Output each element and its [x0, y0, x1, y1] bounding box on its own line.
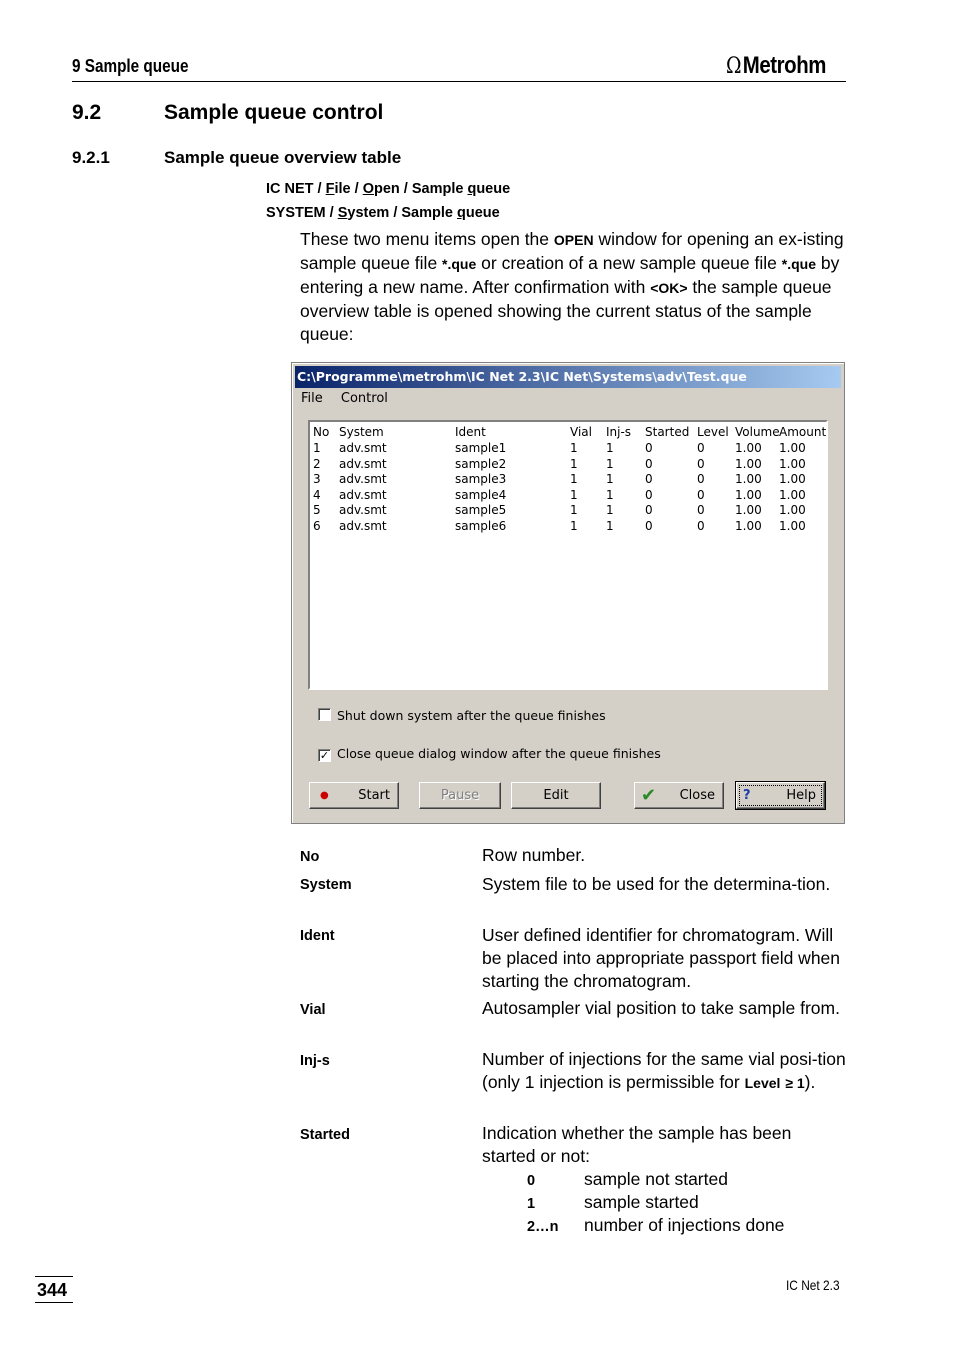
col-amount: Amount	[779, 425, 827, 439]
cell-started: 0	[645, 456, 653, 471]
cell-no: 4	[313, 487, 321, 502]
cell-ident: sample2	[455, 456, 507, 471]
cell-level: 0	[697, 487, 705, 502]
cell-ident: sample5	[455, 503, 507, 518]
cell-system: adv.smt	[339, 456, 387, 471]
cell-system: adv.smt	[339, 503, 387, 518]
page-number: 344	[37, 1280, 68, 1300]
header-rule	[72, 81, 846, 82]
cell-injs: 1	[606, 519, 614, 533]
cell-no: 3	[313, 472, 321, 487]
cell-volume: 1.00	[735, 503, 762, 518]
cell-amount: 1.00	[779, 441, 806, 455]
cell-started: 0	[645, 519, 653, 533]
cell-vial: 1	[570, 472, 578, 487]
col-vial: Vial	[570, 425, 592, 439]
page-number-rule-top	[35, 1276, 73, 1277]
cell-no: 2	[313, 456, 321, 471]
cell-ident: sample6	[455, 519, 507, 533]
cell-started: 0	[645, 487, 653, 502]
cell-started: 0	[645, 441, 653, 455]
edit-button[interactable]: Edit	[511, 782, 601, 809]
table-row[interactable]	[310, 502, 826, 518]
cell-injs: 1	[606, 472, 614, 487]
cell-amount: 1.00	[779, 487, 806, 502]
subsection-number: 9.2.1	[72, 148, 110, 167]
window-title: C:\Programme\metrohm\IC Net 2.3\IC Net\Systems\adv\Test.que	[295, 366, 841, 388]
shutdown-checkbox[interactable]: Shut down system after the queue finishes	[318, 708, 606, 723]
cell-volume: 1.00	[735, 472, 762, 487]
def-ident: User defined identifier for chromatogram. Will be placed into appropriate passport field when starting the chromatogram.	[482, 925, 841, 991]
col-level: Level	[697, 425, 729, 439]
menu-path-icnet: IC NET / File / Open / Sample queue	[266, 181, 511, 197]
table-row[interactable]	[310, 518, 826, 534]
term-started: Started	[300, 1127, 350, 1143]
cell-volume: 1.00	[735, 456, 762, 471]
cell-system: adv.smt	[339, 441, 387, 455]
section-number: 9.2	[72, 101, 102, 124]
col-started: Started	[645, 425, 690, 439]
cell-vial: 1	[570, 519, 578, 533]
cell-injs: 1	[606, 503, 614, 518]
started-code-0: 0	[527, 1173, 536, 1189]
def-system: System file to be used for the determina-tion.	[482, 874, 831, 894]
checkbox-checked-icon[interactable]: ✓	[319, 749, 330, 762]
col-ident: Ident	[455, 425, 486, 439]
started-code-2: 2…n	[527, 1219, 559, 1235]
cell-no: 1	[313, 441, 321, 455]
table-row[interactable]	[310, 440, 826, 456]
col-volume: Volume	[735, 425, 780, 439]
help-icon: ?	[743, 788, 751, 803]
cell-vial: 1	[570, 441, 578, 455]
started-desc-1: sample started	[584, 1192, 699, 1212]
omega-icon: Ω	[726, 54, 742, 79]
cell-amount: 1.00	[779, 472, 806, 487]
subsection-title: Sample queue overview table	[164, 148, 402, 167]
menu-path-system: SYSTEM / System / Sample queue	[266, 205, 500, 221]
close-dialog-checkbox[interactable]: ✓ Close queue dialog window after the queue finishes	[319, 746, 661, 762]
start-icon: ●	[320, 790, 329, 801]
def-started: Indication whether the sample has been started or not:	[482, 1123, 792, 1166]
window-menubar	[301, 391, 402, 406]
sample-queue-window	[291, 362, 845, 824]
cell-level: 0	[697, 519, 705, 533]
cell-amount: 1.00	[779, 519, 806, 533]
cell-no: 5	[313, 503, 321, 518]
cell-amount: 1.00	[779, 503, 806, 518]
cell-system: adv.smt	[339, 472, 387, 487]
cell-vial: 1	[570, 456, 578, 471]
def-no: Row number.	[482, 845, 586, 865]
cell-level: 0	[697, 441, 705, 455]
cell-volume: 1.00	[735, 519, 762, 533]
table-row[interactable]	[310, 487, 826, 503]
close-button[interactable]: ✔ Close	[634, 782, 724, 809]
term-no: No	[300, 849, 320, 865]
cell-started: 0	[645, 503, 653, 518]
queue-table[interactable]	[308, 420, 828, 690]
cell-no: 6	[313, 519, 321, 533]
cell-system: adv.smt	[339, 487, 387, 502]
section-title: Sample queue control	[164, 101, 384, 124]
metrohm-logo	[726, 52, 826, 80]
cell-volume: 1.00	[735, 487, 762, 502]
cell-system: adv.smt	[339, 519, 387, 533]
started-code-1: 1	[527, 1196, 536, 1212]
cell-ident: sample1	[455, 441, 507, 455]
cell-amount: 1.00	[779, 456, 806, 471]
cell-vial: 1	[570, 503, 578, 518]
cell-ident: sample4	[455, 487, 507, 502]
started-desc-2: number of injections done	[584, 1215, 785, 1235]
col-injs: Inj-s	[606, 425, 632, 439]
cell-injs: 1	[606, 456, 614, 471]
menu-control[interactable]: Control	[340, 391, 388, 406]
cell-injs: 1	[606, 441, 614, 455]
menu-file[interactable]: File	[301, 391, 323, 406]
table-row[interactable]	[310, 471, 826, 487]
cell-ident: sample3	[455, 472, 507, 487]
term-injs: Inj-s	[300, 1053, 330, 1069]
cell-vial: 1	[570, 487, 578, 502]
checkmark-icon: ✔	[641, 785, 657, 806]
cell-volume: 1.00	[735, 441, 762, 455]
cell-injs: 1	[606, 487, 614, 502]
table-row[interactable]	[310, 456, 826, 472]
checkbox-unchecked-icon[interactable]	[318, 708, 331, 721]
page-number-rule	[35, 1302, 73, 1303]
help-button[interactable]: ? Help	[736, 782, 825, 809]
intro-paragraph: These two menu items open the OPEN window for opening an ex-isting sample queue file *.que or creation of a new sample queue file *.que by entering a new name. After confirmation with <OK> the sample queue overview table is opened showing the current status of the sample queue:	[300, 229, 844, 344]
chapter-header: 9 Sample queue	[72, 56, 189, 76]
start-button[interactable]: ● Start	[309, 782, 399, 809]
term-system: System	[300, 877, 352, 893]
cell-started: 0	[645, 472, 653, 487]
cell-level: 0	[697, 472, 705, 487]
def-vial: Autosampler vial position to take sample from.	[482, 998, 840, 1018]
pause-button[interactable]: Pause	[419, 782, 501, 809]
table-header	[310, 424, 826, 440]
term-ident: Ident	[300, 928, 335, 944]
col-no: No	[313, 425, 330, 439]
col-system: System	[339, 425, 384, 439]
logo-text: Metrohm	[742, 52, 826, 79]
footer-product: IC Net 2.3	[786, 1277, 840, 1293]
cell-level: 0	[697, 503, 705, 518]
started-desc-0: sample not started	[584, 1169, 728, 1189]
term-vial: Vial	[300, 1002, 326, 1018]
def-injs: Number of injections for the same vial posi-tion (only 1 injection is permissible for Level ≥ 1).	[482, 1049, 846, 1092]
cell-level: 0	[697, 456, 705, 471]
